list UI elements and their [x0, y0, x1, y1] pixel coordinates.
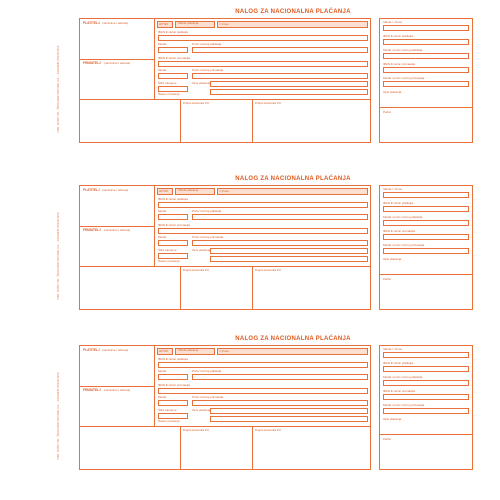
payment-order-form: [56, 176, 425, 323]
form-spine-note: [55, 196, 61, 316]
payer-model-field[interactable]: [158, 374, 188, 380]
currency-label: Valuta plaćanja: [178, 348, 199, 352]
payer-name-field[interactable]: [83, 194, 151, 224]
receipt-payer-ref-label: Model i poziv na broj platitelja: [383, 48, 423, 52]
form-spine-note: [55, 29, 61, 149]
payee-model-label: Model: [158, 68, 167, 72]
payee-model-field[interactable]: [158, 73, 188, 79]
urgent-label: HITNO: [159, 349, 169, 353]
receipt-payee-ref-label: Model i poziv na broj primatelja: [383, 76, 425, 80]
payee-reference-label: Poziv na broj primatelja: [192, 235, 224, 239]
payer-reference-label: Poziv na broj platitelja: [192, 209, 222, 213]
payer-label: PLATITELJ: [83, 21, 100, 25]
payee-iban-field[interactable]: [158, 388, 368, 394]
currency-label: Valuta plaćanja: [178, 21, 199, 25]
receipt-payer-iban-label: IBAN ili račun platitelja: [383, 201, 414, 205]
receipt-payee-iban-label: IBAN ili račun primatelja: [383, 389, 416, 393]
payee-model-label: Model: [158, 395, 167, 399]
payee-hint: (naziv/ime i adresa): [104, 388, 131, 392]
payee-model-field[interactable]: [158, 240, 188, 246]
receipt-payer-iban-label: IBAN ili račun platitelja: [383, 34, 414, 38]
payee-signature-label: Potpis korisnika PU: [255, 101, 282, 105]
payer-signature-label: Potpis korisnika PU: [183, 101, 210, 105]
receipt-amount-label: Valuta = Iznos: [383, 347, 402, 351]
payer-label: PLATITELJ: [83, 348, 100, 352]
purpose-code-label: Šifra namjene: [158, 248, 177, 252]
receipt-payer-ref-label: Model i poziv na broj platitelja: [383, 215, 423, 219]
payer-hint: (naziv/ime i adresa): [102, 21, 129, 25]
receipt-payee-iban-label: IBAN ili račun primatelja: [383, 229, 416, 233]
amount-label: = Iznos: [219, 22, 229, 26]
payer-hint: (naziv/ime i adresa): [102, 188, 129, 192]
urgent-label: HITNO: [159, 189, 169, 193]
payer-iban-field[interactable]: [158, 202, 368, 208]
description-field[interactable]: [210, 248, 368, 254]
execution-date-label: Datum izvršenja: [158, 419, 180, 423]
payee-reference-label: Poziv na broj primatelja: [192, 68, 224, 72]
description-label: Opis plaćanja: [192, 81, 211, 85]
amount-field[interactable]: [217, 188, 368, 195]
payee-iban-field[interactable]: [158, 228, 368, 234]
payer-name-field[interactable]: [83, 27, 151, 57]
payee-hint: (naziv/ime i adresa): [104, 61, 131, 65]
amount-label: = Iznos: [219, 189, 229, 193]
receipt-payee-ref-field[interactable]: [383, 408, 469, 414]
payee-signature-label: Potpis korisnika PU: [255, 268, 282, 272]
receipt-payer-ref-field[interactable]: [383, 380, 469, 386]
receipt-payee-ref-field[interactable]: [383, 81, 469, 87]
receipt-payee-ref-label: Model i poziv na broj primatelja: [383, 403, 425, 407]
description-field[interactable]: [210, 81, 368, 87]
payee-reference-field[interactable]: [192, 240, 368, 246]
receipt-payee-iban-field[interactable]: [383, 394, 469, 400]
amount-field[interactable]: [217, 21, 368, 28]
receipt-payer-iban-field[interactable]: [383, 206, 469, 212]
payee-signature-label: Potpis korisnika PU: [255, 428, 282, 432]
receipt-payer-iban-field[interactable]: [383, 39, 469, 45]
payer-name-field[interactable]: [83, 354, 151, 384]
description-field-2[interactable]: [210, 89, 368, 95]
payer-label: PLATITELJ: [83, 188, 100, 192]
payee-label: PRIMATELJ: [83, 61, 101, 65]
payment-details-box: [79, 18, 371, 143]
purpose-code-label: Šifra namjene: [158, 81, 177, 85]
purpose-code-label: Šifra namjene: [158, 408, 177, 412]
payer-iban-label: IBAN ili račun platitelja: [158, 30, 189, 34]
receipt-amount-field[interactable]: [383, 192, 469, 198]
receipt-payee-ref-label: Model i poziv na broj primatelja: [383, 243, 425, 247]
payer-model-field[interactable]: [158, 214, 188, 220]
payee-iban-label: IBAN ili račun primatelja: [158, 223, 191, 227]
payee-name-field[interactable]: [83, 67, 151, 97]
payee-iban-label: IBAN ili račun primatelja: [158, 56, 191, 60]
receipt-stamp-label: Pečat: [383, 110, 391, 114]
description-field-2[interactable]: [210, 416, 368, 422]
payer-hint: (naziv/ime i adresa): [102, 348, 129, 352]
payer-model-field[interactable]: [158, 47, 188, 53]
receipt-stamp-label: Pečat: [383, 437, 391, 441]
amount-label: = Iznos: [219, 349, 229, 353]
payee-model-label: Model: [158, 235, 167, 239]
payer-iban-label: IBAN ili račun platitelja: [158, 357, 189, 361]
receipt-amount-label: Valuta = Iznos: [383, 20, 402, 24]
payer-reference-label: Poziv na broj platitelja: [192, 369, 222, 373]
payment-order-sheet: [56, 9, 425, 490]
spine-text: OBL. NZNP 3N - ŠKOLSKE NOVINE d.d. - ZAGREB (TISAK NN): [56, 212, 60, 300]
payment-details-box: [79, 345, 371, 470]
receipt-stub: [379, 18, 473, 143]
payee-hint: (naziv/ime i adresa): [104, 228, 131, 232]
payer-iban-field[interactable]: [158, 362, 368, 368]
receipt-stub: [379, 185, 473, 310]
receipt-payer-iban-label: IBAN ili račun platitelja: [383, 361, 414, 365]
amount-field[interactable]: [217, 348, 368, 355]
payer-reference-field[interactable]: [192, 374, 368, 380]
spine-text: OBL. NZNP 3N - ŠKOLSKE NOVINE d.d. - ZAGREB (TISAK NN): [56, 372, 60, 460]
receipt-description-label: Opis plaćanja: [383, 257, 402, 261]
receipt-payee-iban-field[interactable]: [383, 234, 469, 240]
payer-reference-label: Poziv na broj platitelja: [192, 42, 222, 46]
payment-details-box: [79, 185, 371, 310]
receipt-payer-ref-label: Model i poziv na broj platitelja: [383, 375, 423, 379]
receipt-amount-field[interactable]: [383, 352, 469, 358]
receipt-payer-iban-field[interactable]: [383, 366, 469, 372]
payee-name-field[interactable]: [83, 234, 151, 264]
receipt-stub: [379, 345, 473, 470]
description-field-2[interactable]: [210, 256, 368, 262]
receipt-payee-ref-field[interactable]: [383, 248, 469, 254]
form-title: NALOG ZA NACIONALNA PLAĆANJA: [235, 9, 351, 15]
payer-signature-label: Potpis korisnika PU: [183, 268, 210, 272]
description-label: Opis plaćanja: [192, 248, 211, 252]
payment-order-form: [56, 336, 425, 483]
payer-signature-label: Potpis korisnika PU: [183, 428, 210, 432]
receipt-description-label: Opis plaćanja: [383, 417, 402, 421]
receipt-amount-field[interactable]: [383, 25, 469, 31]
payee-reference-field[interactable]: [192, 73, 368, 79]
payer-model-label: Model: [158, 42, 167, 46]
payee-model-field[interactable]: [158, 400, 188, 406]
payer-iban-field[interactable]: [158, 35, 368, 41]
receipt-payee-iban-field[interactable]: [383, 67, 469, 73]
payee-reference-label: Poziv na broj primatelja: [192, 395, 224, 399]
receipt-description-label: Opis plaćanja: [383, 90, 402, 94]
execution-date-label: Datum izvršenja: [158, 92, 180, 96]
payment-order-form: [56, 9, 425, 156]
form-title: NALOG ZA NACIONALNA PLAĆANJA: [235, 176, 351, 182]
urgent-label: HITNO: [159, 22, 169, 26]
spine-text: OBL. NZNP 3N - ŠKOLSKE NOVINE d.d. - ZAGREB (TISAK NN): [56, 45, 60, 133]
payee-iban-field[interactable]: [158, 61, 368, 67]
payee-reference-field[interactable]: [192, 400, 368, 406]
receipt-payer-ref-field[interactable]: [383, 220, 469, 226]
description-field[interactable]: [210, 408, 368, 414]
execution-date-label: Datum izvršenja: [158, 259, 180, 263]
description-label: Opis plaćanja: [192, 408, 211, 412]
receipt-amount-label: Valuta = Iznos: [383, 187, 402, 191]
payee-label: PRIMATELJ: [83, 228, 101, 232]
currency-label: Valuta plaćanja: [178, 188, 199, 192]
payer-model-label: Model: [158, 369, 167, 373]
payer-reference-field[interactable]: [192, 214, 368, 220]
payer-reference-field[interactable]: [192, 47, 368, 53]
payee-name-field[interactable]: [83, 394, 151, 424]
receipt-stamp-label: Pečat: [383, 277, 391, 281]
form-spine-note: [55, 356, 61, 476]
form-title: NALOG ZA NACIONALNA PLAĆANJA: [235, 336, 351, 342]
receipt-payer-ref-field[interactable]: [383, 53, 469, 59]
payee-label: PRIMATELJ: [83, 388, 101, 392]
payer-model-label: Model: [158, 209, 167, 213]
receipt-payee-iban-label: IBAN ili račun primatelja: [383, 62, 416, 66]
payee-iban-label: IBAN ili račun primatelja: [158, 383, 191, 387]
payer-iban-label: IBAN ili račun platitelja: [158, 197, 189, 201]
